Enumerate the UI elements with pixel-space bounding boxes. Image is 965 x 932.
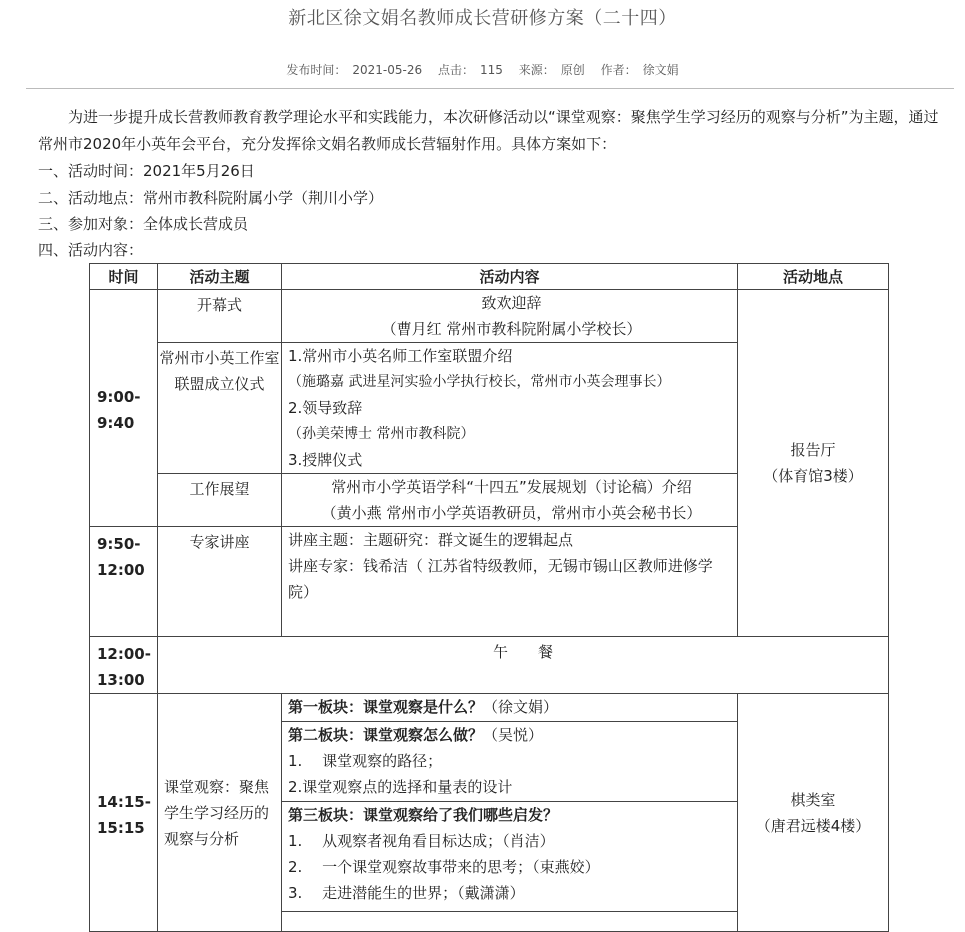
content-line: 1. 从观察者视角看目标达成；（肖洁） <box>288 832 555 850</box>
content-line: 讲座主题：主题研究：群文诞生的逻辑起点 <box>288 531 574 549</box>
theme-cell: 常州市小英工作室联盟成立仪式 <box>158 343 282 474</box>
hit-count: 点击： 115 <box>437 63 503 77</box>
header-location: 活动地点 <box>738 264 889 290</box>
author: 作者： 徐文娟 <box>600 63 679 77</box>
content-cell <box>282 474 738 527</box>
content-line: （施璐嘉 武进星河实验小学执行校长，常州市小英会理事长） <box>288 374 671 390</box>
content-line: （孙美荣博士 常州市教科院） <box>288 426 475 442</box>
content-line: 1.常州市小英名师工作室联盟介绍 <box>288 347 513 365</box>
lunch-cell: 午 餐 <box>158 637 889 694</box>
table-row <box>90 637 889 694</box>
activity-place: 二、活动地点：常州市教科院附属小学（荆川小学） <box>38 189 384 207</box>
content-line: 致欢迎辞 <box>481 294 542 312</box>
content-line: 2.课堂观察点的选择和量表的设计 <box>288 778 513 796</box>
content-cell <box>282 290 738 343</box>
time-cell: 9:00-9:40 <box>90 290 158 527</box>
divider <box>26 88 954 89</box>
location-name: 报告厅 <box>790 441 836 459</box>
content-cell <box>282 912 738 932</box>
publish-time: 发布时间： 2021-05-26 <box>286 63 423 77</box>
intro-paragraph: 为进一步提升成长营教师教育教学理论水平和实践能力，本次研修活动以“课堂观察：聚焦学生学习经历的观察与分析”为主题，通过常州市2020年小英年会平台，充分发挥徐文娟名教师成长营辐射作用。具体方案如下： <box>38 108 939 153</box>
activity-participants: 三、参加对象：全体成长营成员 <box>38 215 249 233</box>
content-cell <box>282 527 738 637</box>
table-row <box>90 694 889 722</box>
block-title: 第二板块：课堂观察怎么做？ <box>288 726 484 744</box>
table-row <box>90 290 889 343</box>
content-line: （曹月红 常州市教科院附属小学校长） <box>381 320 642 338</box>
content-cell <box>282 802 738 912</box>
time-cell: 12:00-13:00 <box>90 637 158 694</box>
content-line: 2. 一个课堂观察故事带来的思考；（束燕姣） <box>288 858 600 876</box>
content-cell <box>282 722 738 802</box>
content-line: 2.领导致辞 <box>288 399 363 417</box>
theme-cell: 开幕式 <box>158 290 282 343</box>
source: 来源： 原创 <box>518 63 585 77</box>
location-cell <box>738 694 889 932</box>
location-detail: （唐君远楼4楼） <box>755 816 871 835</box>
time-cell: 14:15-15:15 <box>90 694 158 932</box>
activity-content-heading: 四、活动内容： <box>38 241 144 259</box>
content-line: 3. 走进潜能生的世界；（戴潇潇） <box>288 884 525 902</box>
block-title: 第三板块：课堂观察给了我们哪些启发？ <box>288 806 559 824</box>
schedule-table <box>89 263 889 932</box>
block-person: （徐文娟） <box>483 698 559 716</box>
content-line: 1. 课堂观察的路径； <box>288 752 443 770</box>
activity-time: 一、活动时间：2021年5月26日 <box>38 162 255 180</box>
table-header-row <box>90 264 889 290</box>
location-name: 棋类室 <box>790 790 836 809</box>
content-line: （黄小燕 常州市小学英语教研员，常州市小英会秘书长） <box>321 504 702 522</box>
theme-cell: 课堂观察：聚焦学生学习经历的观察与分析 <box>158 694 282 932</box>
header-time: 时间 <box>90 264 158 290</box>
content-cell <box>282 694 738 722</box>
time-cell: 9:50-12:00 <box>90 527 158 637</box>
theme-cell: 专家讲座 <box>158 527 282 637</box>
content-line: 常州市小学英语学科“十四五”发展规划（讨论稿）介绍 <box>331 478 692 496</box>
theme-cell: 工作展望 <box>158 474 282 527</box>
article-meta <box>0 61 965 78</box>
header-theme: 活动主题 <box>158 264 282 290</box>
page-title: 新北区徐文娟名教师成长营研修方案（二十四） <box>288 8 677 29</box>
block-title: 第一板块：课堂观察是什么？ <box>288 698 484 716</box>
block-person: （吴悦） <box>483 726 544 744</box>
content-line: 讲座专家：钱希洁（ 江苏省特级教师，无锡市锡山区教师进修学院） <box>288 557 713 601</box>
content-line: 3.授牌仪式 <box>288 451 363 469</box>
content-cell <box>282 343 738 474</box>
location-detail: （体育馆3楼） <box>763 467 863 485</box>
header-content: 活动内容 <box>282 264 738 290</box>
location-cell <box>738 290 889 637</box>
